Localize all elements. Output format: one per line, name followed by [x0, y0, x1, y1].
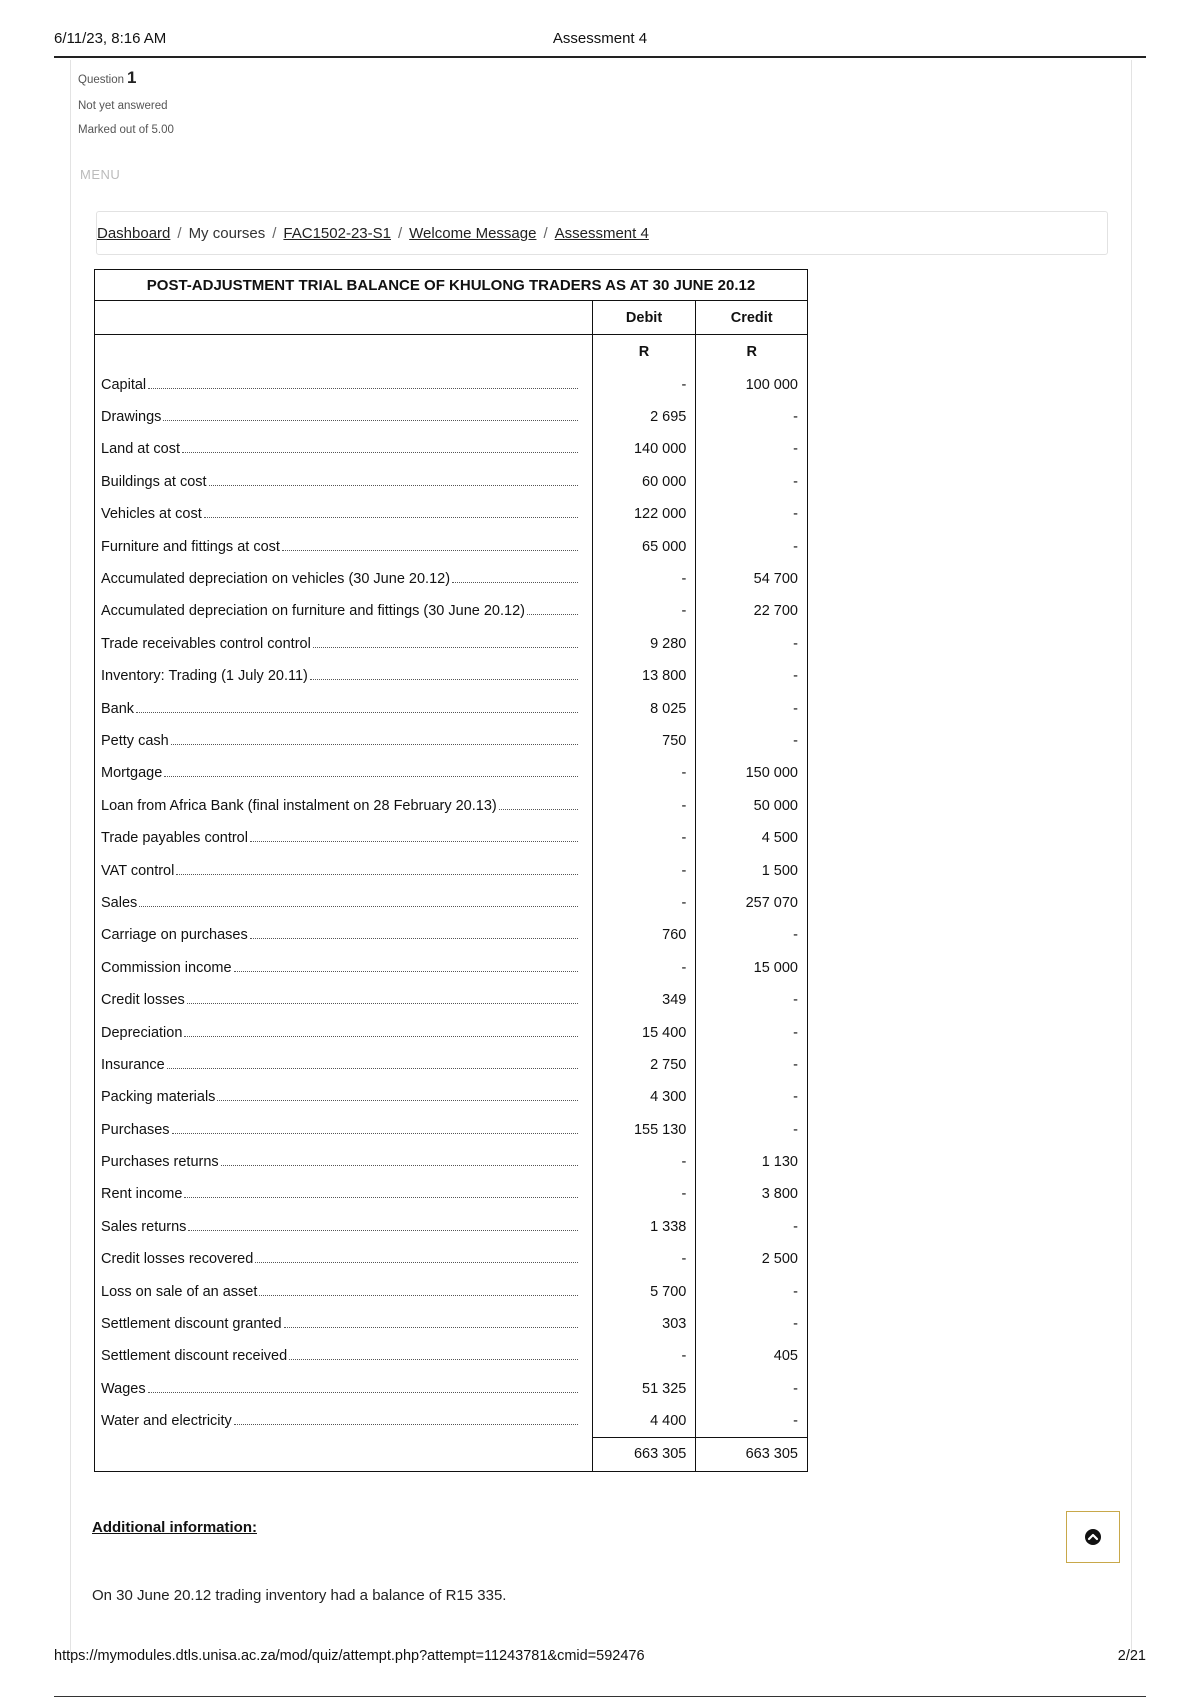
credit-cell: - [696, 498, 808, 530]
table-row [95, 1405, 808, 1437]
account-name: Insurance [101, 1056, 165, 1073]
table-header-row [95, 301, 808, 335]
table-row [95, 1340, 808, 1372]
leader-dots [167, 1068, 578, 1069]
account-cell [95, 919, 593, 951]
table-row [95, 433, 808, 465]
table-row [95, 1308, 808, 1340]
debit-cell: - [592, 822, 696, 854]
print-header [54, 26, 1146, 58]
leader-dots [289, 1359, 578, 1360]
credit-cell: 2 500 [696, 1243, 808, 1275]
menu-button[interactable]: MENU [80, 167, 121, 182]
account-cell [95, 628, 593, 660]
table-row [95, 466, 808, 498]
credit-cell: - [696, 1049, 808, 1081]
account-cell [95, 1049, 593, 1081]
breadcrumb [96, 211, 1108, 255]
leader-dots [310, 679, 578, 680]
account-name: Petty cash [101, 732, 169, 749]
credit-cell: - [696, 1081, 808, 1113]
leader-dots [148, 1392, 578, 1393]
debit-cell: 1 338 [592, 1211, 696, 1243]
account-cell [95, 790, 593, 822]
total-row [95, 1437, 808, 1471]
credit-cell: 3 800 [696, 1178, 808, 1210]
account-cell [95, 1081, 593, 1113]
chevron-up-circle-icon [1083, 1527, 1103, 1547]
account-name: Land at cost [101, 441, 180, 458]
leader-dots [172, 1133, 578, 1134]
debit-cell: - [592, 1243, 696, 1275]
account-name: Accumulated depreciation on vehicles (30 June 20.12) [101, 571, 451, 588]
table-row [95, 369, 808, 401]
account-cell [95, 1243, 593, 1275]
total-credit: 663 305 [696, 1437, 808, 1471]
account-cell [95, 401, 593, 433]
table-row [95, 563, 808, 595]
credit-cell: - [696, 628, 808, 660]
account-name: Mortgage [101, 765, 163, 782]
credit-cell: - [696, 1211, 808, 1243]
account-name: Credit losses [101, 992, 185, 1009]
table-row [95, 725, 808, 757]
debit-cell: 15 400 [592, 1016, 696, 1048]
debit-cell: - [592, 595, 696, 627]
account-cell [95, 1178, 593, 1210]
account-name: Trade payables control [101, 830, 248, 847]
table-row [95, 1178, 808, 1210]
leader-dots [527, 614, 578, 615]
credit-cell: 1 500 [696, 854, 808, 886]
credit-cell: - [696, 692, 808, 724]
table-row [95, 1243, 808, 1275]
account-cell [95, 433, 593, 465]
account-name: Loan from Africa Bank (final instalment on 28 February 20.13) [101, 797, 497, 814]
table-row [95, 952, 808, 984]
debit-cell: - [592, 1146, 696, 1178]
credit-cell: - [696, 466, 808, 498]
table-row [95, 1049, 808, 1081]
account-cell [95, 530, 593, 562]
account-cell [95, 757, 593, 789]
credit-cell: - [696, 401, 808, 433]
leader-dots [184, 1197, 577, 1198]
table-row [95, 628, 808, 660]
account-cell [95, 466, 593, 498]
header-credit: Credit [696, 301, 808, 335]
account-cell [95, 1211, 593, 1243]
table-row [95, 822, 808, 854]
print-datetime: 6/11/23, 8:16 AM [54, 30, 167, 47]
table-row [95, 790, 808, 822]
back-to-top-button[interactable] [1066, 1511, 1120, 1563]
leader-dots [184, 1036, 577, 1037]
account-cell [95, 1405, 593, 1437]
leader-dots [234, 971, 578, 972]
currency-credit: R [696, 335, 808, 369]
credit-cell: - [696, 1373, 808, 1405]
debit-cell: 760 [592, 919, 696, 951]
credit-cell: - [696, 1016, 808, 1048]
leader-dots [250, 938, 578, 939]
debit-cell: - [592, 854, 696, 886]
debit-cell: - [592, 369, 696, 401]
leader-dots [182, 452, 578, 453]
credit-cell: - [696, 919, 808, 951]
account-cell [95, 725, 593, 757]
debit-cell: 122 000 [592, 498, 696, 530]
account-cell [95, 563, 593, 595]
debit-cell: - [592, 952, 696, 984]
credit-cell: - [696, 984, 808, 1016]
question-status: Not yet answered [78, 100, 168, 112]
account-cell [95, 1275, 593, 1307]
leader-dots [284, 1327, 578, 1328]
leader-dots [282, 550, 578, 551]
leader-dots [313, 647, 578, 648]
table-row [95, 984, 808, 1016]
debit-cell: - [592, 790, 696, 822]
breadcrumb-separator: / [543, 225, 548, 242]
account-name: Loss on sale of an asset [101, 1283, 258, 1300]
account-name: Depreciation [101, 1024, 183, 1041]
account-cell [95, 984, 593, 1016]
account-cell [95, 692, 593, 724]
debit-cell: 65 000 [592, 530, 696, 562]
account-name: Vehicles at cost [101, 506, 202, 523]
bottom-rule [54, 1696, 1146, 1697]
table-row [95, 530, 808, 562]
debit-cell: 303 [592, 1308, 696, 1340]
breadcrumb-separator: / [177, 225, 182, 242]
debit-cell: - [592, 757, 696, 789]
credit-cell: 100 000 [696, 369, 808, 401]
account-cell [95, 822, 593, 854]
breadcrumb-assessment[interactable]: Assessment 4 [554, 225, 649, 242]
currency-row [95, 335, 808, 369]
table-row [95, 1113, 808, 1145]
table-row [95, 1016, 808, 1048]
breadcrumb-separator: / [398, 225, 403, 242]
leader-dots [188, 1230, 577, 1231]
leader-dots [259, 1295, 577, 1296]
debit-cell: - [592, 563, 696, 595]
debit-cell: 750 [592, 725, 696, 757]
account-cell [95, 1308, 593, 1340]
account-cell [95, 1146, 593, 1178]
credit-cell: 15 000 [696, 952, 808, 984]
table-row [95, 919, 808, 951]
account-name: Purchases [101, 1121, 170, 1138]
leader-dots [148, 388, 578, 389]
print-title: Assessment 4 [552, 30, 648, 47]
leader-dots [139, 906, 577, 907]
leader-dots [221, 1165, 578, 1166]
print-url: https://mymodules.dtls.unisa.ac.za/mod/quiz/attempt.php?attempt=11243781&cmid=592476 [54, 1648, 645, 1664]
leader-dots [255, 1262, 577, 1263]
table-title-row [95, 270, 808, 301]
print-page-number: 2/21 [1117, 1648, 1146, 1664]
credit-cell: 22 700 [696, 595, 808, 627]
credit-cell: - [696, 530, 808, 562]
account-name: Furniture and fittings at cost [101, 538, 280, 555]
total-debit: 663 305 [592, 1437, 696, 1471]
account-name: Bank [101, 700, 135, 717]
credit-cell: - [696, 725, 808, 757]
leader-dots [250, 841, 578, 842]
debit-cell: 9 280 [592, 628, 696, 660]
table-row [95, 1275, 808, 1307]
table-row [95, 1146, 808, 1178]
account-name: Credit losses recovered [101, 1251, 254, 1268]
additional-info-title: Additional information: [92, 1519, 257, 1536]
breadcrumb-my-courses: My courses [188, 225, 266, 242]
table-row [95, 498, 808, 530]
account-name: Water and electricity [101, 1413, 232, 1430]
leader-dots [164, 776, 577, 777]
account-name: Packing materials [101, 1089, 216, 1106]
leader-dots [499, 809, 578, 810]
debit-cell: - [592, 887, 696, 919]
account-name: Sales returns [101, 1218, 187, 1235]
leader-dots [163, 420, 577, 421]
table-row [95, 692, 808, 724]
trial-balance-table [94, 269, 808, 1472]
account-name: Carriage on purchases [101, 927, 248, 944]
leader-dots [217, 1100, 577, 1101]
table-row [95, 1211, 808, 1243]
account-name: Sales [101, 894, 138, 911]
account-name: Trade receivables control control [101, 635, 311, 652]
account-cell [95, 595, 593, 627]
leader-dots [187, 1003, 578, 1004]
account-name: VAT control [101, 862, 175, 879]
account-cell [95, 952, 593, 984]
account-cell [95, 498, 593, 530]
debit-cell: 140 000 [592, 433, 696, 465]
leader-dots [234, 1424, 578, 1425]
debit-cell: 51 325 [592, 1373, 696, 1405]
debit-cell: 60 000 [592, 466, 696, 498]
account-cell [95, 660, 593, 692]
leader-dots [452, 582, 578, 583]
credit-cell: 257 070 [696, 887, 808, 919]
debit-cell: 2 695 [592, 401, 696, 433]
table-row [95, 887, 808, 919]
debit-cell: 8 025 [592, 692, 696, 724]
debit-cell: - [592, 1178, 696, 1210]
account-name: Accumulated depreciation on furniture and fittings (30 June 20.12) [101, 603, 525, 620]
account-cell [95, 854, 593, 886]
credit-cell: 50 000 [696, 790, 808, 822]
leader-dots [136, 712, 578, 713]
account-name: Wages [101, 1380, 146, 1397]
table-title: POST-ADJUSTMENT TRIAL BALANCE OF KHULONG TRADERS AS AT 30 JUNE 20.12 [95, 270, 808, 301]
question-prefix: Question [78, 74, 125, 86]
credit-cell: - [696, 660, 808, 692]
leader-dots [209, 485, 578, 486]
account-name: Capital [101, 376, 147, 393]
additional-info-text: On 30 June 20.12 trading inventory had a balance of R15 335. [92, 1587, 507, 1604]
credit-cell: - [696, 433, 808, 465]
debit-cell: 5 700 [592, 1275, 696, 1307]
account-cell [95, 1113, 593, 1145]
header-description [95, 301, 593, 335]
table-row [95, 595, 808, 627]
account-cell [95, 1340, 593, 1372]
account-cell [95, 1016, 593, 1048]
account-name: Rent income [101, 1186, 183, 1203]
table-row [95, 1081, 808, 1113]
leader-dots [176, 874, 577, 875]
table-row [95, 757, 808, 789]
breadcrumb-dashboard[interactable]: Dashboard [97, 225, 171, 242]
table-row [95, 1373, 808, 1405]
table-row [95, 401, 808, 433]
account-cell [95, 887, 593, 919]
debit-cell: 13 800 [592, 660, 696, 692]
debit-cell: 2 750 [592, 1049, 696, 1081]
breadcrumb-course[interactable]: FAC1502-23-S1 [283, 225, 391, 242]
debit-cell: 349 [592, 984, 696, 1016]
credit-cell: - [696, 1113, 808, 1145]
debit-cell: - [592, 1340, 696, 1372]
question-number-line [78, 68, 174, 88]
breadcrumb-welcome-message[interactable]: Welcome Message [409, 225, 537, 242]
credit-cell: - [696, 1308, 808, 1340]
currency-debit: R [592, 335, 696, 369]
account-cell [95, 369, 593, 401]
credit-cell: 4 500 [696, 822, 808, 854]
question-marks: Marked out of 5.00 [78, 124, 174, 136]
account-name: Purchases returns [101, 1154, 219, 1171]
account-name: Inventory: Trading (1 July 20.11) [101, 668, 308, 685]
account-name: Settlement discount granted [101, 1316, 282, 1333]
question-number: 1 [127, 68, 137, 87]
credit-cell: - [696, 1275, 808, 1307]
header-debit: Debit [592, 301, 696, 335]
credit-cell: 54 700 [696, 563, 808, 595]
account-name: Settlement discount received [101, 1348, 288, 1365]
debit-cell: 4 400 [592, 1405, 696, 1437]
debit-cell: 4 300 [592, 1081, 696, 1113]
table-row [95, 854, 808, 886]
breadcrumb-separator: / [272, 225, 277, 242]
credit-cell: - [696, 1405, 808, 1437]
leader-dots [204, 517, 578, 518]
credit-cell: 405 [696, 1340, 808, 1372]
debit-cell: 155 130 [592, 1113, 696, 1145]
account-name: Drawings [101, 409, 162, 426]
question-info [78, 68, 174, 148]
leader-dots [171, 744, 578, 745]
account-name: Buildings at cost [101, 473, 207, 490]
account-name: Commission income [101, 959, 232, 976]
credit-cell: 150 000 [696, 757, 808, 789]
table-row [95, 660, 808, 692]
account-cell [95, 1373, 593, 1405]
credit-cell: 1 130 [696, 1146, 808, 1178]
